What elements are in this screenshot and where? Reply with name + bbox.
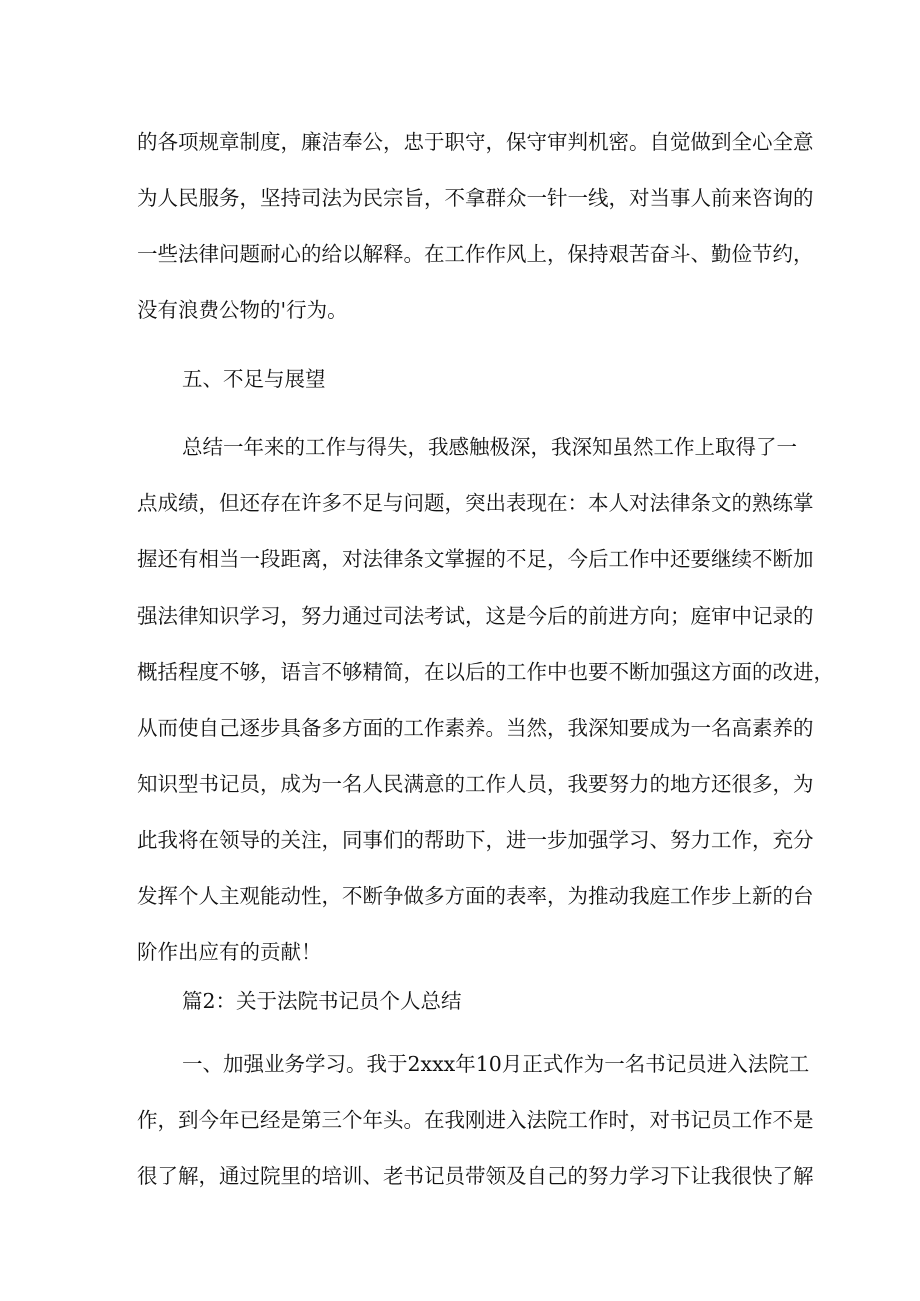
para1-line-3: 一些法律问题耐心的给以解释。在工作作风上，保持艰苦奋斗、勤俭节约， (137, 242, 814, 266)
para2-line-3: 握还有相当一段距离，对法律条文掌握的不足，今后工作中还要继续不断加 (137, 547, 814, 571)
section-heading-shortcomings: 五、不足与展望 (182, 367, 326, 391)
para2-line-1: 总结一年来的工作与得失，我感触极深，我深知虽然工作上取得了一 (182, 435, 797, 459)
para2-line-8: 此我将在领导的关注，同事们的帮助下，进一步加强学习、努力工作，充分 (137, 828, 814, 852)
para1-line-1: 的各项规章制度，廉洁奉公，忠于职守，保守审判机密。自觉做到全心全意 (137, 130, 814, 154)
para2-line-10: 阶作出应有的贡献！ (137, 940, 322, 964)
para2-line-6: 从而使自己逐步具备多方面的工作素养。当然，我深知要成为一名高素养的 (137, 716, 814, 740)
para2-line-4: 强法律知识学习，努力通过司法考试，这是今后的前进方向；庭审中记录的 (137, 604, 814, 628)
para2-line-9: 发挥个人主观能动性，不断争做多方面的表率，为推动我庭工作步上新的台 (137, 884, 814, 908)
para3-line-2: 作，到今年已经是第三个年头。在我刚进入法院工作时，对书记员工作不是 (137, 1108, 814, 1132)
para1-line-4: 没有浪费公物的'行为。 (137, 298, 348, 322)
para3-line-3: 很了解，通过院里的培训、老书记员带领及自己的努力学习下让我很快了解 (137, 1164, 814, 1188)
para2-line-2: 点成绩，但还存在许多不足与问题，突出表现在：本人对法律条文的熟练掌 (137, 491, 814, 515)
para1-line-2: 为人民服务，坚持司法为民宗旨，不拿群众一针一线，对当事人前来咨询的 (137, 186, 814, 210)
para2-line-7: 知识型书记员，成为一名人民满意的工作人员，我要努力的地方还很多，为 (137, 772, 814, 796)
para2-line-5: 概括程度不够，语言不够精简，在以后的工作中也要不断加强这方面的改进， (137, 660, 834, 684)
para3-line-1: 一、加强业务学习。我于2xxx年10月正式作为一名书记员进入法院工 (182, 1052, 810, 1076)
article-heading-clerk-summary: 篇2：关于法院书记员个人总结 (182, 989, 462, 1013)
